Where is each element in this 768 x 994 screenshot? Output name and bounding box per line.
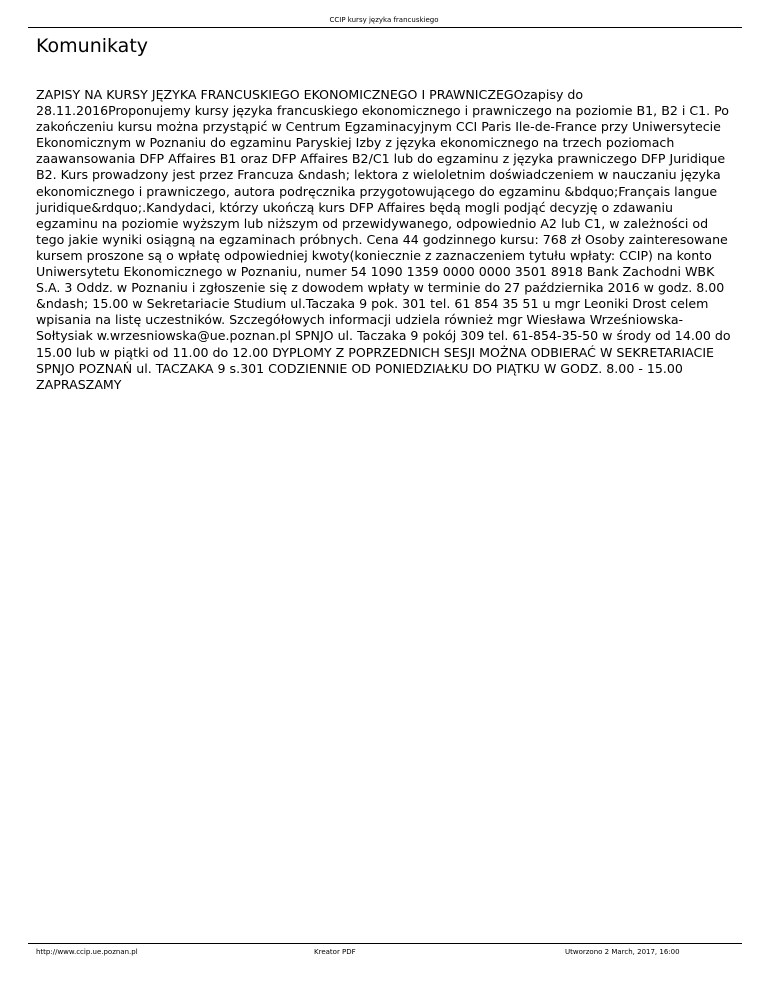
page-title: Komunikaty [36,35,149,57]
footer-url: http://www.ccip.ue.poznan.pl [36,948,138,956]
header-divider [28,27,742,28]
footer-divider [28,943,742,944]
announcement-body: ZAPISY NA KURSY JĘZYKA FRANCUSKIEGO EKONOMICZNEGO I PRAWNICZEGOzapisy do 28.11.2016Proponujemy kursy języka francuskiego ekonomicznego i prawniczego na poziomie B1, B2 i C1. Po zakończeniu kursu można przystąpić w Centrum Egzaminacyjnym CCI Paris Ile-de-France przy Uniwersytecie Ekonomicznym w Poznaniu do egzaminu Paryskiej Izby z języka ekonomicznego na trzech poziomach zaawansowania DFP Affaires B1 oraz DFP Affaires B2/C1 lub do egzaminu z języka prawniczego DFP Juridique B2. Kurs prowadzony jest przez Francuza &ndash; lektora z wieloletnim doświadczeniem w nauczaniu języka ekonomicznego i prawniczego, autora podręcznika przygotowującego do egzaminu &bdquo;Français langue juridique&rdquo;.Kandydaci, którzy ukończą kurs DFP Affaires będą mogli podjąć decyzję o zdawaniu egzaminu na poziomie wyższym lub niższym od przewidywanego, odpowiednio A2 lub C1, w zależności od tego jakie wyniki osiągną na egzaminach próbnych. Cena 44 godzinnego kursu: 768 zł Osoby zainteresowane kursem proszone są o wpłatę odpowiedniej kwoty(koniecznie z zaznaczeniem tytułu wpłaty: CCIP) na konto Uniwersytetu Ekonomicznego w Poznaniu, numer 54 1090 1359 0000 0000 3501 8918 Bank Zachodni WBK S.A. 3 Oddz. w Poznaniu i zgłoszenie się z dowodem wpłaty w terminie do 27 października 2016 w godz. 8.00 &ndash; 15.00 w Sekretariacie Studium ul.Taczaka 9 pok. 301 tel. 61 854 35 51 u mgr Leoniki Drost celem wpisania na listę uczestników. Szczegółowych informacji udziela również mgr Wiesława Wrześniowska-Sołtysiak w.wrzesniowska@ue.poznan.pl SPNJO ul. Taczaka 9 pokój 309 tel. 61-854-35-50 w środy od 14.00 do 15.00 lub w piątki od 11.00 do 12.00 DYPLOMY Z POPRZEDNICH SESJI MOŻNA ODBIERAĆ W SEKRETARIACIE SPNJO POZNAŃ ul. TACZAKA 9 s.301 CODZIENNIE OD PONIEDZIAŁKU DO PIĄTKU W GODZ. 8.00 - 15.00 ZAPRASZAMY [36,87,731,392]
footer-created-date: Utworzono 2 March, 2017, 16:00 [565,948,680,956]
footer-generator: Kreator PDF [314,948,356,956]
page-header: CCIP kursy języka francuskiego [329,16,439,24]
